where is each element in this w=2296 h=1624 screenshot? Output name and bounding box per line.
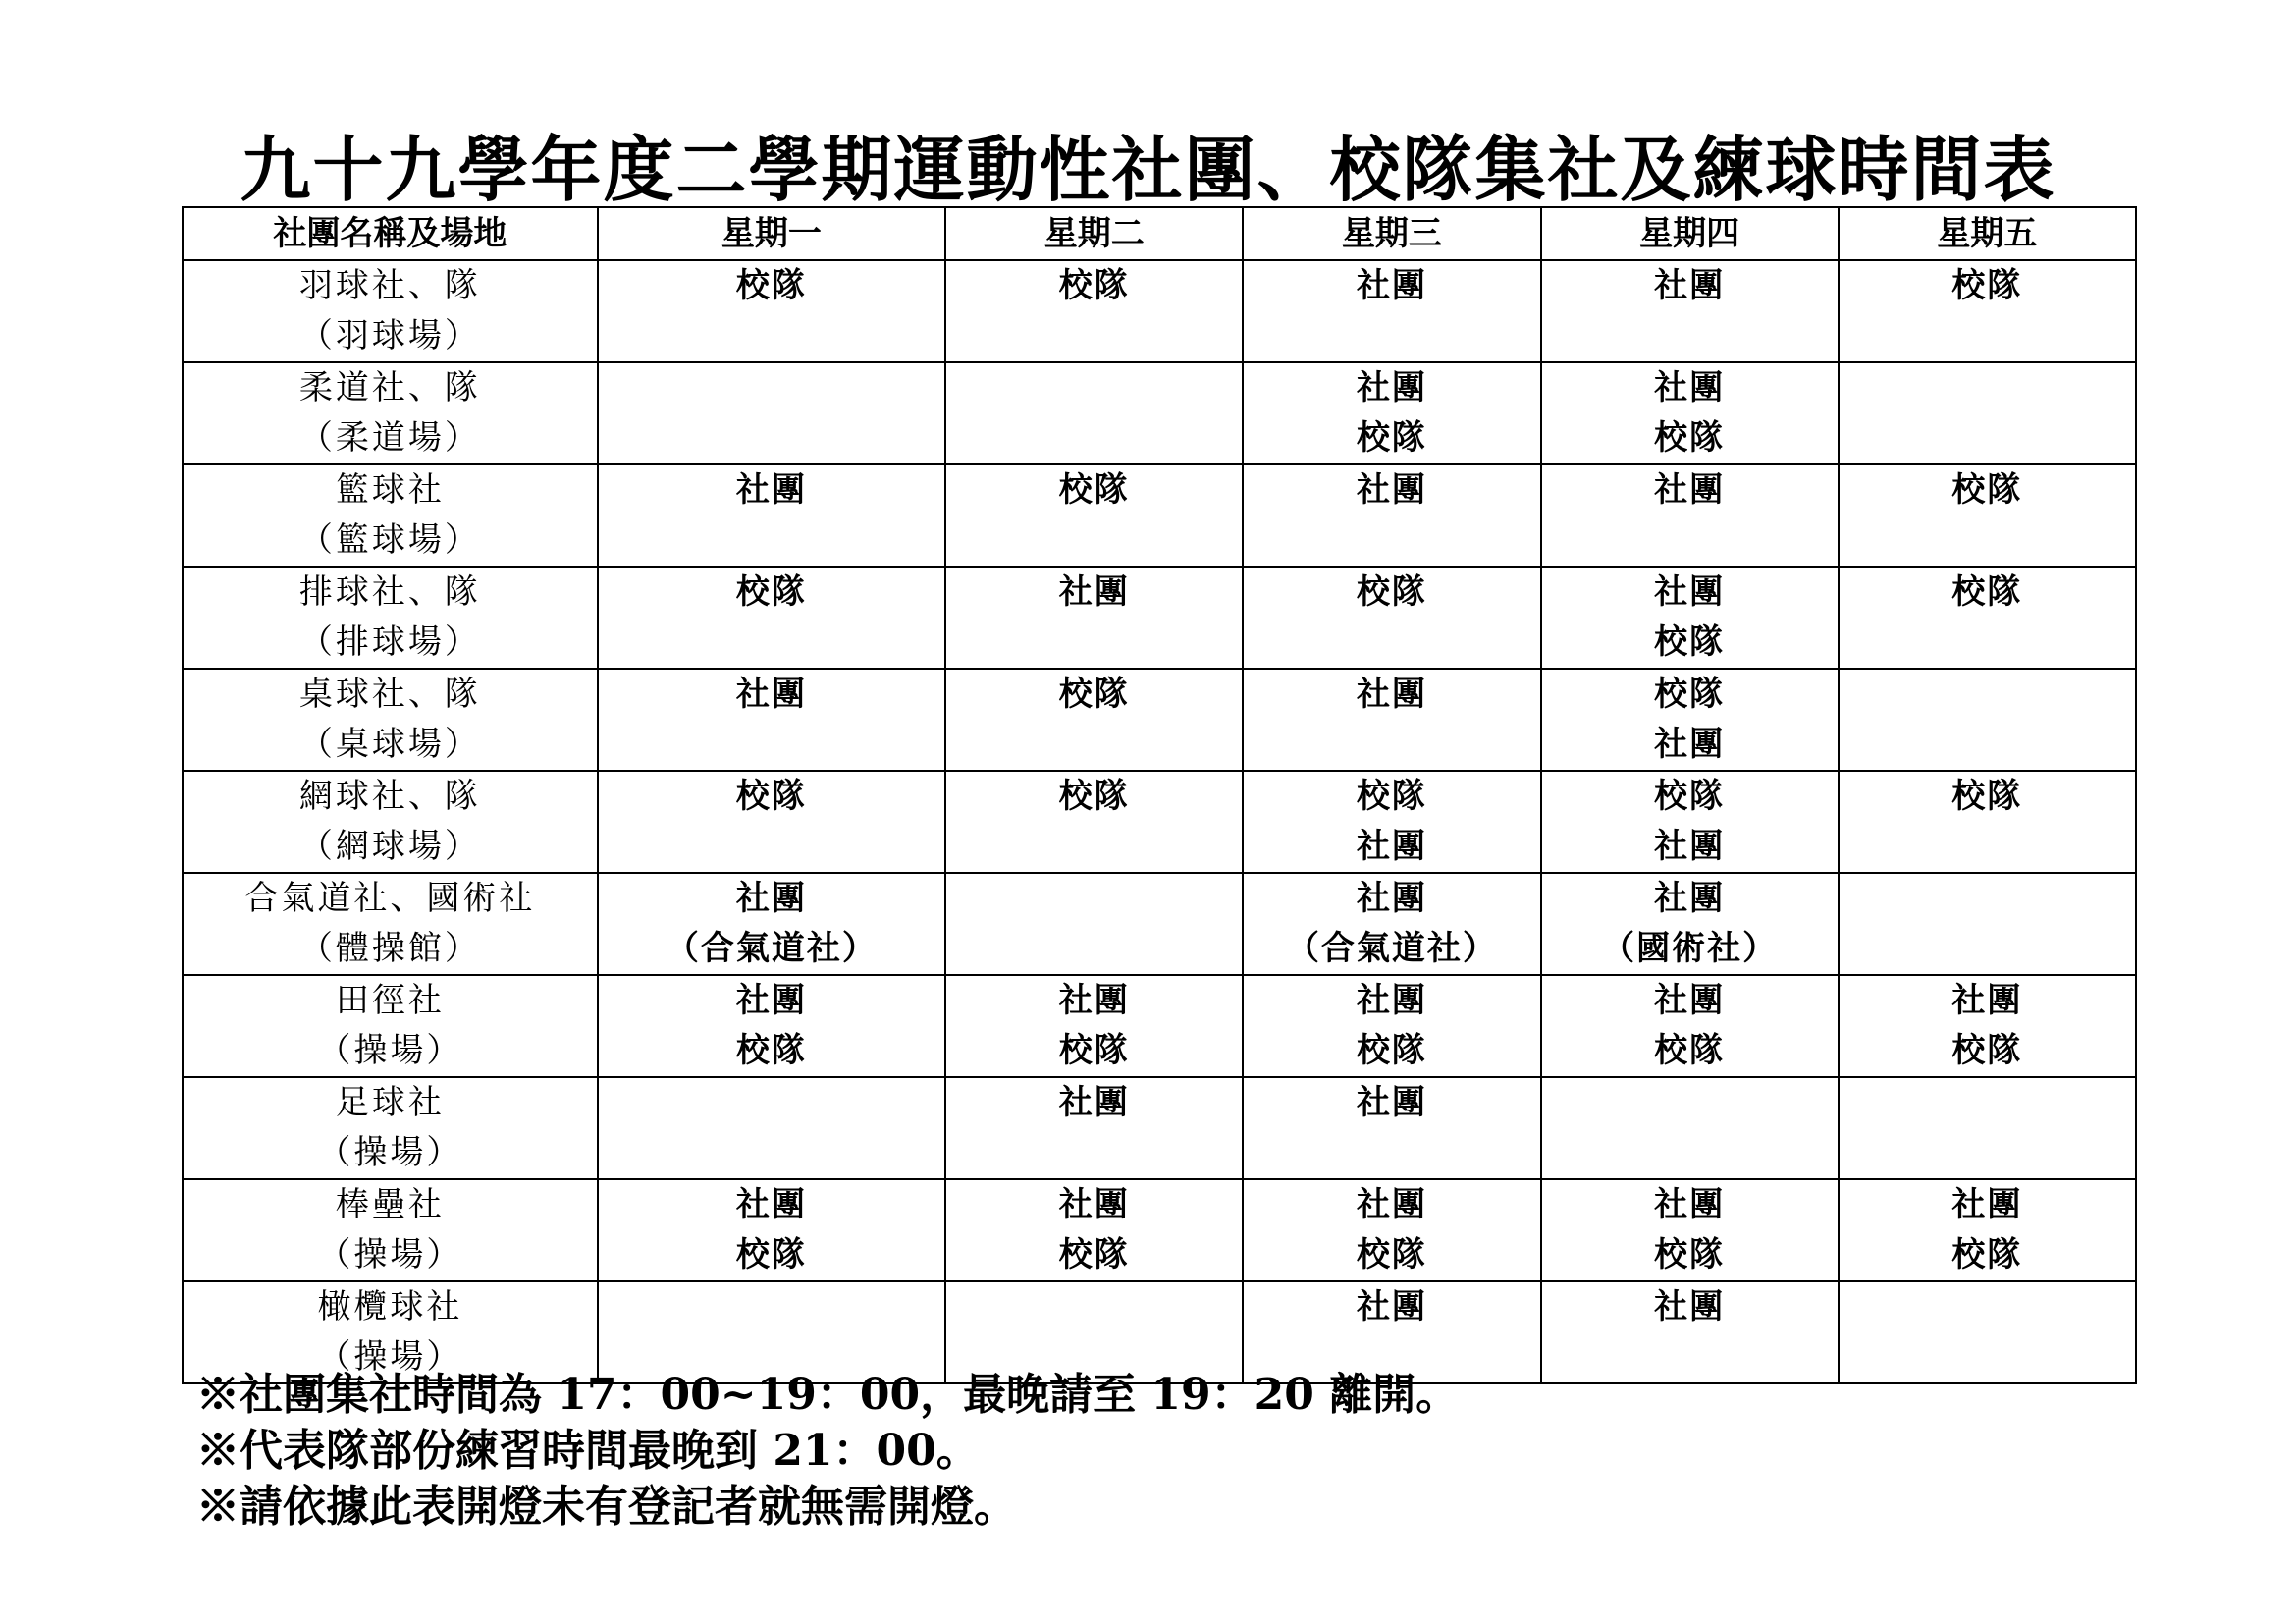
slot-entry: 社團 xyxy=(1058,572,1130,612)
slot-entry: 校隊 xyxy=(1654,418,1726,458)
table-row xyxy=(183,975,2136,1077)
slot-entry: 校隊 xyxy=(1356,418,1427,458)
slot-thursday xyxy=(1541,975,1839,1077)
club-name: 合氣道社、國術社 xyxy=(244,879,536,918)
slot-thursday xyxy=(1541,1179,1839,1281)
slot-tuesday xyxy=(945,975,1243,1077)
club-cell xyxy=(183,567,598,669)
note-club-hours: ※社團集社時間為 17：00~19：00，最晚請至 19：20 離開。 xyxy=(196,1370,1460,1420)
club-cell xyxy=(183,873,598,975)
slot-entry: 社團 xyxy=(1951,1185,2023,1224)
header-friday: 星期五 xyxy=(1839,207,2136,260)
slot-entry: 校隊 xyxy=(1058,266,1130,305)
club-name: 田徑社 xyxy=(335,981,445,1020)
club-name: 橄欖球社 xyxy=(317,1287,463,1326)
club-cell xyxy=(183,1077,598,1179)
slot-entry: 社團 xyxy=(1356,1287,1427,1326)
slot-entry: 社團 xyxy=(1356,827,1427,866)
slot-entry: 校隊 xyxy=(1951,1031,2023,1070)
slot-entry: 校隊 xyxy=(1356,1031,1427,1070)
note-team-hours: ※代表隊部份練習時間最晚到 21：00。 xyxy=(196,1426,980,1476)
club-name: 桌球社、隊 xyxy=(298,675,481,714)
slot-wednesday xyxy=(1243,464,1540,567)
club-venue: （網球場） xyxy=(298,827,481,866)
slot-entry: 社團 xyxy=(1654,827,1726,866)
schedule-body xyxy=(183,260,2136,1383)
slot-entry: （國術社） xyxy=(1601,929,1779,968)
slot-entry: 校隊 xyxy=(1058,1235,1130,1274)
slot-monday xyxy=(598,567,945,669)
slot-thursday xyxy=(1541,260,1839,362)
slot-entry: 社團 xyxy=(735,879,807,918)
slot-entry: 社團 xyxy=(1654,1185,1726,1224)
slot-entry: 社團 xyxy=(1356,470,1427,510)
slot-entry: 社團 xyxy=(1356,1083,1427,1122)
slot-thursday xyxy=(1541,771,1839,873)
slot-monday xyxy=(598,464,945,567)
slot-entry: 校隊 xyxy=(1951,572,2023,612)
slot-entry: 社團 xyxy=(1654,572,1726,612)
slot-friday xyxy=(1839,464,2136,567)
header-thursday: 星期四 xyxy=(1541,207,1839,260)
slot-wednesday xyxy=(1243,975,1540,1077)
slot-thursday xyxy=(1541,464,1839,567)
slot-entry: 校隊 xyxy=(1654,623,1726,662)
slot-tuesday xyxy=(945,567,1243,669)
slot-entry: 社團 xyxy=(1654,470,1726,510)
club-cell xyxy=(183,669,598,771)
slot-monday xyxy=(598,975,945,1077)
slot-entry: 社團 xyxy=(735,675,807,714)
slot-tuesday xyxy=(945,464,1243,567)
club-name: 柔道社、隊 xyxy=(298,368,481,407)
club-cell xyxy=(183,1179,598,1281)
slot-entry: 校隊 xyxy=(1058,675,1130,714)
slot-wednesday xyxy=(1243,771,1540,873)
note-lights: ※請依據此表開燈未有登記者就無需開燈。 xyxy=(196,1482,1017,1532)
header-tuesday: 星期二 xyxy=(945,207,1243,260)
header-wednesday: 星期三 xyxy=(1243,207,1540,260)
slot-entry: 社團 xyxy=(1654,368,1726,407)
slot-tuesday xyxy=(945,669,1243,771)
slot-wednesday xyxy=(1243,567,1540,669)
club-cell xyxy=(183,975,598,1077)
club-cell xyxy=(183,260,598,362)
table-row xyxy=(183,260,2136,362)
slot-entry: 社團 xyxy=(1058,1185,1130,1224)
slot-entry: 社團 xyxy=(1058,981,1130,1020)
slot-friday xyxy=(1839,567,2136,669)
slot-entry: 社團 xyxy=(1654,266,1726,305)
slot-entry: 社團 xyxy=(1356,1185,1427,1224)
slot-friday xyxy=(1839,669,2136,771)
slot-monday xyxy=(598,362,945,464)
slot-entry: 校隊 xyxy=(735,266,807,305)
slot-entry: 社團 xyxy=(1654,879,1726,918)
slot-monday xyxy=(598,1077,945,1179)
table-row xyxy=(183,1077,2136,1179)
slot-monday xyxy=(598,669,945,771)
club-name: 排球社、隊 xyxy=(298,572,481,612)
slot-entry: 社團 xyxy=(1356,879,1427,918)
slot-entry: 社團 xyxy=(1654,725,1726,764)
slot-entry: 校隊 xyxy=(1058,470,1130,510)
slot-friday xyxy=(1839,771,2136,873)
slot-entry: 校隊 xyxy=(1654,1235,1726,1274)
club-name: 羽球社、隊 xyxy=(298,266,481,305)
slot-wednesday xyxy=(1243,873,1540,975)
table-row xyxy=(183,873,2136,975)
club-name: 足球社 xyxy=(335,1083,445,1122)
slot-entry: 社團 xyxy=(735,470,807,510)
slot-wednesday xyxy=(1243,1179,1540,1281)
table-row xyxy=(183,464,2136,567)
club-venue: （操場） xyxy=(317,1337,463,1377)
slot-thursday xyxy=(1541,873,1839,975)
club-cell xyxy=(183,362,598,464)
slot-tuesday xyxy=(945,1179,1243,1281)
slot-entry: 校隊 xyxy=(1058,1031,1130,1070)
slot-entry: 校隊 xyxy=(1951,470,2023,510)
slot-entry: 校隊 xyxy=(1654,675,1726,714)
slot-friday xyxy=(1839,1179,2136,1281)
slot-entry: 校隊 xyxy=(735,1235,807,1274)
club-name: 網球社、隊 xyxy=(298,777,481,816)
slot-entry: （合氣道社） xyxy=(1285,929,1498,968)
club-venue: （柔道場） xyxy=(298,418,481,458)
slot-entry: 校隊 xyxy=(1356,1235,1427,1274)
club-venue: （籃球場） xyxy=(298,520,481,560)
slot-wednesday xyxy=(1243,1077,1540,1179)
slot-tuesday xyxy=(945,1077,1243,1179)
slot-entry: 校隊 xyxy=(1356,777,1427,816)
header-monday: 星期一 xyxy=(598,207,945,260)
slot-wednesday xyxy=(1243,362,1540,464)
table-row xyxy=(183,362,2136,464)
slot-tuesday xyxy=(945,260,1243,362)
slot-entry: 社團 xyxy=(1356,675,1427,714)
club-venue: （操場） xyxy=(317,1133,463,1172)
slot-thursday xyxy=(1541,1281,1839,1383)
club-venue: （操場） xyxy=(317,1235,463,1274)
header-row xyxy=(183,207,2136,260)
club-venue: （操場） xyxy=(317,1031,463,1070)
slot-thursday xyxy=(1541,362,1839,464)
slot-entry: 社團 xyxy=(735,981,807,1020)
header-club-venue: 社團名稱及場地 xyxy=(183,207,598,260)
slot-friday xyxy=(1839,1077,2136,1179)
club-venue: （體操館） xyxy=(298,929,481,968)
table-row xyxy=(183,771,2136,873)
table-row xyxy=(183,567,2136,669)
slot-entry: 社團 xyxy=(1654,1287,1726,1326)
slot-entry: （合氣道社） xyxy=(665,929,878,968)
slot-entry: 校隊 xyxy=(735,1031,807,1070)
slot-friday xyxy=(1839,362,2136,464)
slot-entry: 社團 xyxy=(1058,1083,1130,1122)
slot-wednesday xyxy=(1243,260,1540,362)
slot-entry: 校隊 xyxy=(735,777,807,816)
slot-thursday xyxy=(1541,669,1839,771)
slot-monday xyxy=(598,771,945,873)
club-venue: （羽球場） xyxy=(298,316,481,355)
slot-entry: 校隊 xyxy=(1951,266,2023,305)
notes xyxy=(196,1367,1459,1535)
club-cell xyxy=(183,464,598,567)
club-venue: （桌球場） xyxy=(298,725,481,764)
slot-entry: 校隊 xyxy=(1356,572,1427,612)
slot-entry: 校隊 xyxy=(735,572,807,612)
table-row xyxy=(183,669,2136,771)
slot-entry: 社團 xyxy=(1356,981,1427,1020)
slot-wednesday xyxy=(1243,669,1540,771)
slot-entry: 社團 xyxy=(1654,981,1726,1020)
slot-entry: 社團 xyxy=(735,1185,807,1224)
slot-entry: 社團 xyxy=(1356,368,1427,407)
slot-entry: 校隊 xyxy=(1951,777,2023,816)
slot-thursday xyxy=(1541,567,1839,669)
club-name: 籃球社 xyxy=(335,470,445,510)
slot-friday xyxy=(1839,873,2136,975)
slot-entry: 社團 xyxy=(1356,266,1427,305)
slot-entry: 校隊 xyxy=(1058,777,1130,816)
page-title: 九十九學年度二學期運動性社團、校隊集社及練球時間表 xyxy=(240,128,2056,211)
club-venue: （排球場） xyxy=(298,623,481,662)
slot-tuesday xyxy=(945,771,1243,873)
slot-entry: 校隊 xyxy=(1951,1235,2023,1274)
slot-entry: 校隊 xyxy=(1654,1031,1726,1070)
slot-friday xyxy=(1839,1281,2136,1383)
schedule-table xyxy=(182,206,2137,1384)
slot-entry: 校隊 xyxy=(1654,777,1726,816)
slot-monday xyxy=(598,873,945,975)
slot-tuesday xyxy=(945,362,1243,464)
slot-thursday xyxy=(1541,1077,1839,1179)
slot-friday xyxy=(1839,975,2136,1077)
slot-monday xyxy=(598,260,945,362)
table-row xyxy=(183,1179,2136,1281)
club-name: 棒壘社 xyxy=(335,1185,445,1224)
slot-monday xyxy=(598,1179,945,1281)
slot-friday xyxy=(1839,260,2136,362)
slot-tuesday xyxy=(945,873,1243,975)
club-cell xyxy=(183,771,598,873)
slot-entry: 社團 xyxy=(1951,981,2023,1020)
